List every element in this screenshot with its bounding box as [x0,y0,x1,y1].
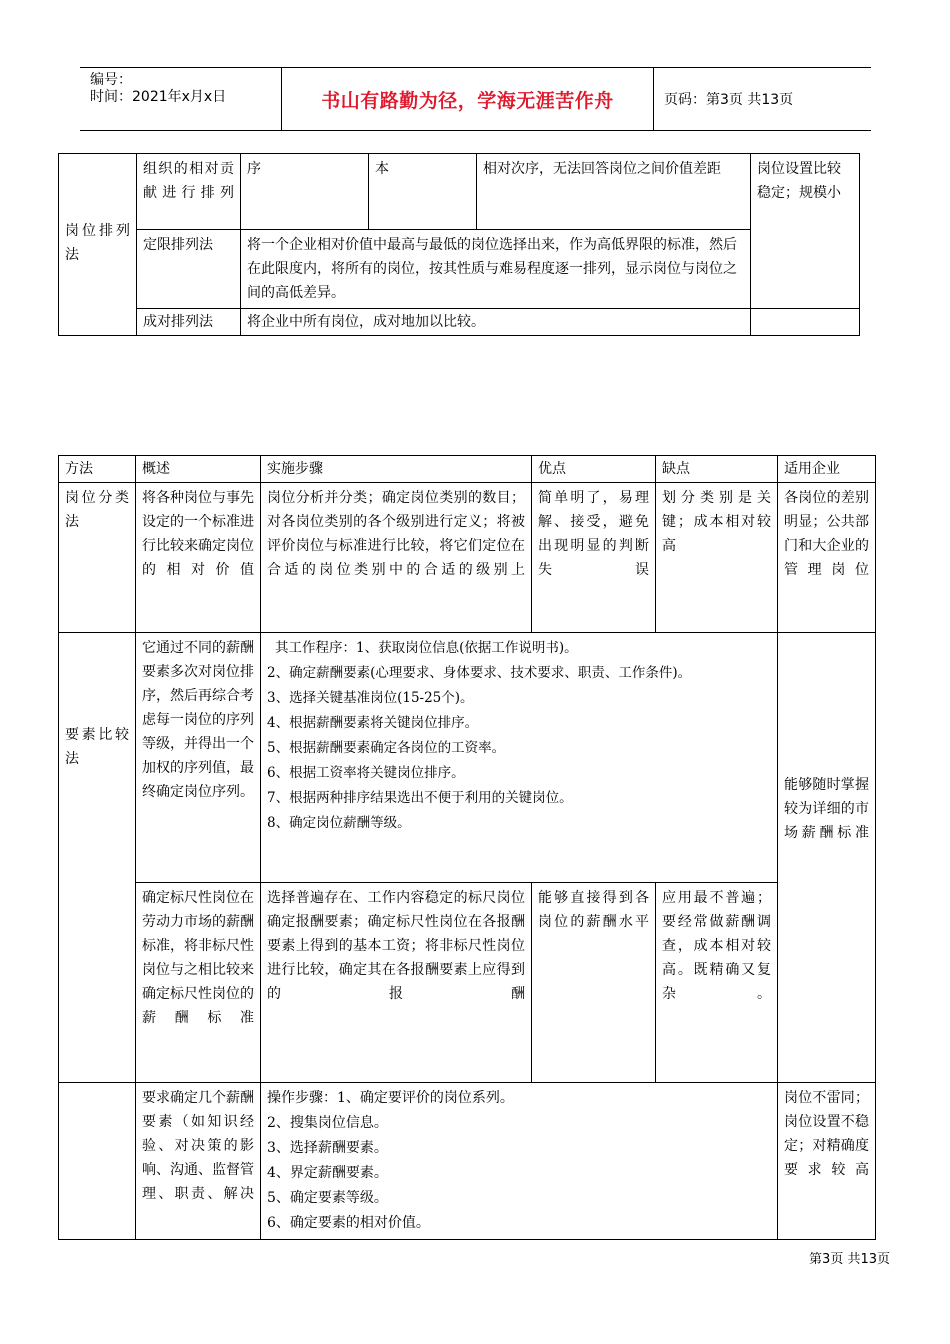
doc-number: 编号： [90,72,132,88]
factor-step-1: 其工作程序：1、获取岗位信息(依据工作说明书)。 [275,640,578,656]
header-meta [80,68,281,130]
motto: 书山有路勤为径，学海无涯苦作舟 [321,89,614,112]
row1-col2: 本 [369,154,477,230]
classification-method: 岗位分类法 [59,483,136,633]
factor-steps [261,633,778,883]
factor-step-8: 8、确定岗位薪酬等级。 [267,815,411,831]
header-motto-cell [281,68,654,130]
row3-fit-empty [751,309,860,336]
point-step-2: 2、搜集岗位信息。 [267,1115,388,1131]
point-step-6: 6、确定要素的相对价值。 [267,1215,430,1231]
header-fit: 适用企业 [778,456,876,483]
header-steps: 实施步骤 [261,456,532,483]
factor-step-3: 3、选择关键基准岗位(15-25个)。 [267,690,474,706]
point-steps [261,1083,778,1240]
header-pros: 优点 [532,456,656,483]
factor-method: 要素比较法 [59,633,136,1083]
evaluation-methods-table [58,455,876,1240]
factor-step-6: 6、根据工资率将关键岗位排序。 [267,765,465,781]
benchmark-summary: 确定标尺性岗位在劳动力市场的薪酬标准，将非标尺性岗位与之相比较来确定标尺性岗位的薪酬标准 [136,883,261,1083]
factor-fit: 能够随时掌握较为详细的市场薪酬标准 [778,633,876,1083]
benchmark-steps: 选择普遍存在、工作内容稳定的标尺岗位确定报酬要素；确定标尺性岗位在各报酬要素上得到的基本工资；将非标尺性岗位进行比较，确定其在各报酬要素上应得到的报酬 [261,883,532,1083]
header-summary: 概述 [136,456,261,483]
row1-col1: 序 [241,154,369,230]
benchmark-cons: 应用最不普遍；要经常做薪酬调查，成本相对较高。既精确又复杂。 [656,883,778,1083]
point-fit: 岗位不雷同；岗位设置不稳定；对精确度要求较高 [778,1083,876,1240]
header-page-number: 页码：第3页 共13页 [664,92,794,108]
row3-desc: 将企业中所有岗位，成对地加以比较。 [241,309,751,336]
factor-step-7: 7、根据两种排序结果选出不便于利用的关键岗位。 [267,790,573,806]
point-step-1: 操作步骤：1、确定要评价的岗位系列。 [267,1090,514,1106]
factor-step-4: 4、根据薪酬要素将关键岗位排序。 [267,715,479,731]
row2-name: 定限排列法 [137,230,241,309]
row3-name: 成对排列法 [137,309,241,336]
point-summary: 要求确定几个薪酬要素（如知识经验、对决策的影响、沟通、监督管理、职责、解决 [136,1083,261,1240]
row1-col3: 相对次序，无法回答岗位之间价值差距 [477,154,751,230]
point-step-5: 5、确定要素等级。 [267,1190,388,1206]
row2-desc: 将一个企业相对价值中最高与最低的岗位选择出来，作为高低界限的标准，然后在此限度内，将所有的岗位，按其性质与难易程度逐一排列，显示岗位与岗位之间的高低差异。 [241,230,751,309]
method-cell-ranking: 岗位排列法 [59,154,137,336]
point-step-4: 4、界定薪酬要素。 [267,1165,388,1181]
classification-pros: 简单明了，易理解、接受，避免出现明显的判断失误 [532,483,656,633]
header-cons: 缺点 [656,456,778,483]
point-method [59,1083,136,1240]
classification-summary: 将各种岗位与事先设定的一个标准进行比较来确定岗位的相对价值 [136,483,261,633]
classification-steps: 岗位分析并分类；确定岗位类别的数目；对各岗位类别的各个级别进行定义；将被评价岗位与标准进行比较，将它们定位在合适的岗位类别中的合适的级别上 [261,483,532,633]
point-step-3: 3、选择薪酬要素。 [267,1140,388,1156]
row1-fit: 岗位设置比较稳定；规模小 [751,154,860,309]
factor-step-2: 2、确定薪酬要素(心理要求、身体要求、技术要求、职责、工作条件)。 [267,665,692,681]
row1-name: 组织的相对贡献进行排列 [137,154,241,230]
benchmark-pros: 能够直接得到各岗位的薪酬水平 [532,883,656,1083]
page-footer: 第3页 共13页 [809,1252,890,1267]
doc-time: 时间：2021年x月x日 [90,89,227,105]
page-header [80,67,871,131]
header-page-cell [654,68,871,130]
classification-cons: 划分类别是关键；成本相对较高 [656,483,778,633]
factor-step-5: 5、根据薪酬要素确定各岗位的工资率。 [267,740,506,756]
ranking-method-table [58,153,860,336]
classification-fit: 各岗位的差别明显；公共部门和大企业的管理岗位 [778,483,876,633]
factor-summary: 它通过不同的薪酬要素多次对岗位排序，然后再综合考虑每一岗位的序列等级，并得出一个加权的序列值，最终确定岗位序列。 [136,633,261,883]
header-method: 方法 [59,456,136,483]
